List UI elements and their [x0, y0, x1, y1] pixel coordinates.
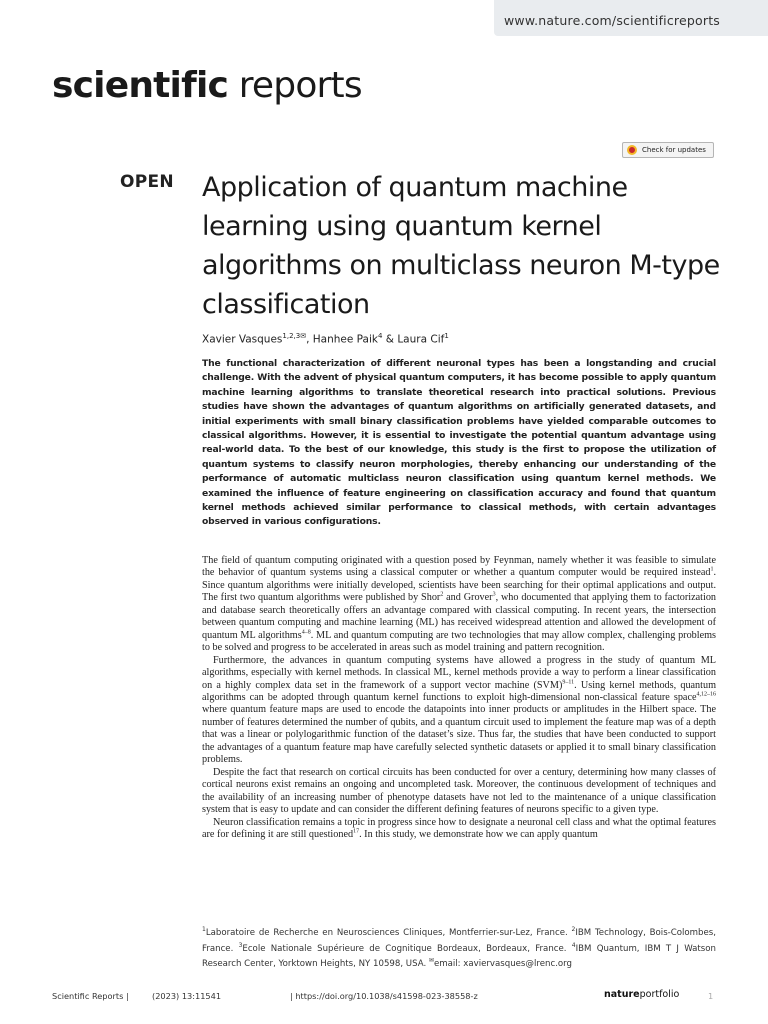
author-affiliation-ref: 1	[444, 332, 449, 340]
open-access-label: OPEN	[120, 172, 174, 192]
text-run: . In this study, we demonstrate how we can apply quantum	[359, 828, 598, 840]
footer-journal: Scientific Reports |	[52, 991, 129, 1001]
text-run: . Since quantum algorithms were initially developed, scientists have been searching for their optimal applications and output. The first two quantum algorithms were published by Shor	[202, 567, 716, 604]
author-separator: &	[382, 333, 398, 346]
author-separator: ,	[306, 333, 313, 346]
reference-superscript[interactable]: 1	[710, 567, 714, 574]
author-name[interactable]: Hanhee Paik	[312, 333, 378, 346]
reference-superscript[interactable]: 9–11	[562, 679, 575, 686]
reference-superscript[interactable]: 4,12–16	[696, 691, 716, 698]
text-run: . Using kernel methods, quantum algorithms can be adopted through quantum kernel functions to exploit high-dimensional non-classical feature space	[202, 679, 716, 703]
url-bar	[494, 0, 768, 36]
body-paragraph	[202, 655, 716, 767]
crossmark-icon	[627, 145, 637, 155]
footer-doi-link[interactable]: | https://doi.org/10.1038/s41598-023-38558-z	[290, 991, 478, 1001]
text-run: The field of quantum computing originated with a question posed by Feynman, namely whether it was feasible to simulate the behavior of quantum systems using a classical computer or whether a quantum computer would be required instead	[202, 555, 716, 579]
masthead-bold: scientific	[52, 65, 229, 106]
check-for-updates-button[interactable]	[622, 142, 714, 158]
author-affiliation-ref: 1,2,3✉	[282, 332, 307, 340]
author-name[interactable]: Laura Cif	[397, 333, 445, 346]
author-name[interactable]: Xavier Vasques	[202, 333, 283, 346]
reference-superscript[interactable]: 2	[571, 926, 576, 934]
publisher-logo	[604, 989, 679, 1000]
reference-superscript[interactable]: 4	[571, 941, 576, 949]
body-paragraph	[202, 767, 716, 817]
text-run: Ecole Nationale Supérieure de Cognitique Bordeaux, Bordeaux, France.	[242, 943, 572, 954]
footer-citation: (2023) 13:11541	[152, 991, 222, 1001]
text-run: and Grover	[443, 592, 493, 604]
text-run: . ML and quantum computing are two technologies that may allow complex, challenging problems to be solved and progress to be accelerated in areas such as model training and pattern recognition.	[202, 629, 716, 654]
reference-superscript[interactable]: 17	[353, 828, 360, 835]
body-paragraph	[202, 555, 716, 655]
reference-superscript[interactable]: 3	[238, 941, 243, 949]
text-run: Laboratoire de Recherche en Neurosciences Cliniques, Montferrier-sur-Lez, France.	[205, 928, 572, 938]
affiliations	[202, 926, 716, 973]
reference-superscript[interactable]: 2	[440, 591, 444, 598]
text-run: , who documented that applying them to factorization and database search theoretically offers an advantage compared with classical computing. In recent years, the intersection between quantum computing and machine learning (ML) has received widespread attention and allowed the development of quantum ML algorithms	[202, 592, 717, 641]
text-run: IBM Quantum, IBM T J Watson Research Center, Yorktown Heights, NY 10598, USA.	[202, 943, 716, 969]
abstract: The functional characterization of different neuronal types has been a longstanding and crucial challenge. With the advent of physical quantum computers, it has become possible to apply quantum machine learning algorithms to translate theoretical research into practical solutions. Previous studies have shown the advantages of quantum algorithms on artificially generated datasets, and initial experiments with small binary classification problems have yielded comparable outcomes to classical algorithms. However, it is essential to investigate the potential quantum advantage using real-world data. To the best of our knowledge, this study is the first to propose the utilization of quantum systems to classify neuron morphologies, thereby enhancing our understanding of the performance of automatic multiclass neuron classification using quantum kernel methods. We examined the influence of feature engineering on classification accuracy and found that quantum kernel methods achieved similar performance to classical methods, with certain advantages observed in various configurations.	[202, 358, 716, 528]
check-for-updates-label: Check for updates	[642, 146, 706, 154]
text-run: Furthermore, the advances in quantum computing systems have allowed a progress in the study of quantum ML algorithms, especially with kernel methods. In classical ML, kernel methods provide a way to perform a linear classification on a highly complex data set in the framework of a support vector machine (SVM)	[202, 654, 716, 691]
masthead-light: reports	[238, 65, 362, 106]
author-affiliation-ref: 4	[377, 332, 383, 340]
page-number: 1	[708, 991, 714, 1001]
text-run: where quantum feature maps are used to encode the datapoints into inner products or amplitudes in the Hilbert space. The number of features determined the number of qubits, and a quantum circuit used to implement the feature map was of a depth that was a linear or polylogarithmic function of the dataset’s size. Thus far, the studies that have been conducted to support the advantages of a quantum feature map have carefully selected synthetic datasets or applied it to small binary classification problems.	[202, 704, 716, 766]
publisher-logo-bold: nature	[604, 989, 640, 1000]
body-paragraph	[202, 817, 716, 842]
reference-superscript[interactable]: 1	[202, 926, 206, 934]
text-run: email: xaviervasques@lrenc.org	[433, 959, 573, 969]
journal-url[interactable]: www.nature.com/scientificreports	[504, 13, 721, 28]
page-footer	[52, 989, 716, 1003]
publisher-logo-light: portfolio	[639, 989, 680, 1000]
author-list	[202, 332, 449, 346]
text-run: Despite the fact that research on cortical circuits has been conducted for over a century, determining how many classes of cortical neurons exist remains an ongoing and uncompleted task. Moreover, the continuous development of techniques and the availability of an increasing number of phenotype datasets have not led to the maintenance of a unique classification system that is easy to update and can consider the different defining features of neurons specific to a given type.	[202, 766, 716, 816]
reference-superscript[interactable]: 3	[492, 591, 496, 598]
text-run: Neuron classification remains a topic in progress since how to designate a neuronal cell class and what the optimal features are for defining it are still questioned	[202, 816, 716, 840]
article-title: Application of quantum machine learning using quantum kernel algorithms on multiclass neuron M-type classification	[202, 172, 720, 320]
reference-superscript[interactable]: ✉	[428, 957, 434, 965]
body-text	[202, 555, 716, 841]
reference-superscript[interactable]: 4–8	[301, 629, 311, 636]
text-run: IBM Technology, Bois-Colombes, France.	[202, 928, 717, 954]
journal-masthead	[52, 62, 362, 110]
